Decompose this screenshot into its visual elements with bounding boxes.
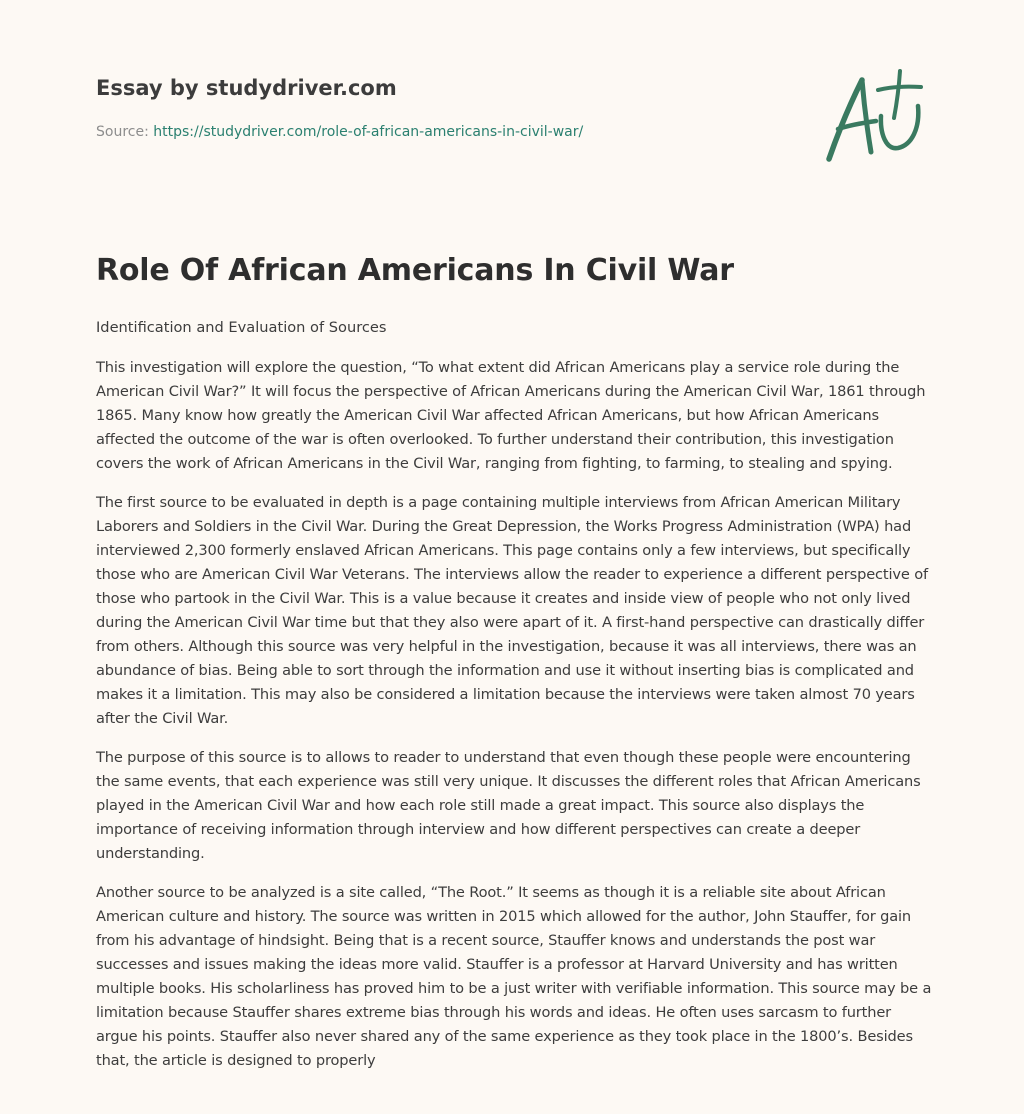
essay-paragraph: Another source to be analyzed is a site called, “The Root.” It seems as though it is a reliable site about African American culture and history. The source was written in 2015 which allowed for the author, John Stauffer, for gain from his advantage of hindsight. Being that is a recent source, Stauffer knows and understands the post war successes and issues making the ideas more valid. Stauffer is a professor at Harvard University and has written multiple books. His scholarliness has proved him to be a just writer with verifiable information. This source may be a limitation because Stauffer shares extreme bias through his words and ideas. He often uses sarcasm to further argue his points. Stauffer also never shared any of the same experience as they took place in the 1800’s. Besides that, the article is designed to properly bbox=[96, 884, 932, 1069]
a-plus-logo-icon bbox=[820, 66, 930, 166]
source-label: Source: bbox=[96, 124, 154, 140]
essay-paragraph: This investigation will explore the question, “To what extent did African Americans play a service role during the American Civil War?” It will focus the perspective of African Americans during the American Civil War, 1861 through 1865. Many know how greatly the American Civil War affected African Americans, but how African Americans affected the outcome of the war is often overlooked. To further understand their contribution, this investigation covers the work of African Americans in the Civil War, ranging from fighting, to farming, to stealing and spying. bbox=[96, 359, 926, 472]
source-line bbox=[96, 124, 583, 140]
essay-paragraph: The first source to be evaluated in depth is a page containing multiple interviews from African American Military Laborers and Soldiers in the Civil War. During the Great Depression, the Works Progress Administration (WPA) had interviewed 2,300 formerly enslaved African Americans. This page contains only a few interviews, but specifically those who are American Civil War Veterans. The interviews allow the reader to experience a different perspective of those who partook in the Civil War. This is a value because it creates and inside view of people who not only lived during the American Civil War time but that they also were apart of it. A first-hand perspective can drastically differ from others. Although this source was very helpful in the investigation, because it was all interviews, there was an abundance of bias. Being able to sort through the information and use it without inserting bias is complicated and makes it a limitation. This may also be considered a limitation because the interviews were taken almost 70 years after the Civil War. bbox=[96, 494, 928, 727]
essay-paragraph: The purpose of this source is to allows to reader to understand that even though these people were encountering the same events, that each experience was still very unique. It discusses the different roles that African Americans played in the American Civil War and how each role still made a great impact. This source also displays the importance of receiving information through interview and how different perspectives can create a deeper understanding. bbox=[96, 749, 921, 862]
brand-title: Essay by studydriver.com bbox=[96, 76, 397, 100]
essay-body bbox=[96, 316, 932, 1088]
essay-title: Role Of African Americans In Civil War bbox=[96, 253, 734, 288]
essay-subtitle: Identification and Evaluation of Sources bbox=[96, 319, 387, 336]
source-link[interactable]: https://studydriver.com/role-of-african-americans-in-civil-war/ bbox=[153, 124, 584, 140]
